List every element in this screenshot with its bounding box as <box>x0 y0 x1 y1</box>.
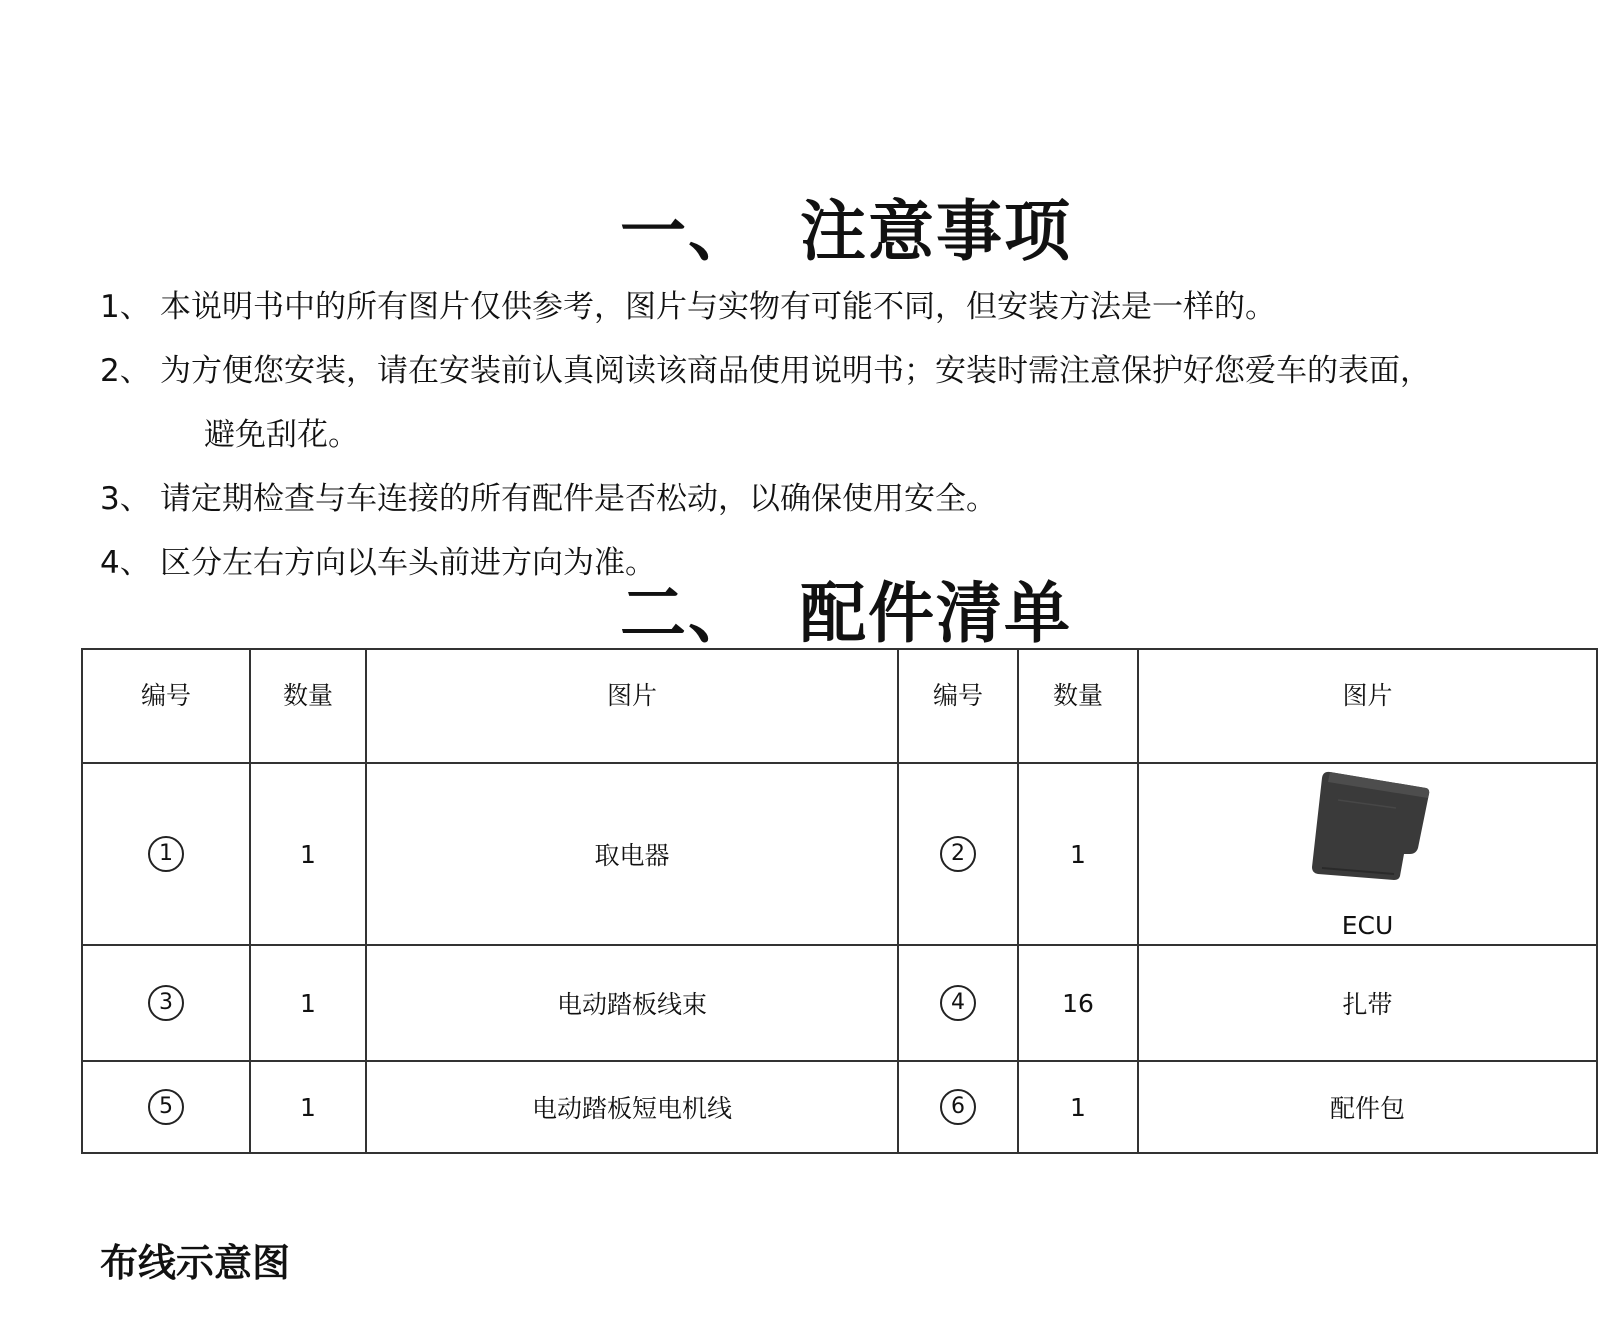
section-number: 一、 <box>620 193 756 270</box>
note-index: 3、 <box>100 481 151 517</box>
note-index: 2、 <box>100 353 151 389</box>
wiring-diagram-title: 布线示意图 <box>100 1241 291 1285</box>
parts-table <box>81 648 1598 1154</box>
quantity-cell: 1 <box>1018 1061 1138 1153</box>
quantity-cell: 1 <box>1018 763 1138 945</box>
note-index: 1、 <box>100 289 151 325</box>
item-number-cell <box>82 1061 250 1153</box>
header-picture: 图片 <box>366 649 898 763</box>
table-row <box>82 763 1597 945</box>
note-text: 本说明书中的所有图片仅供参考，图片与实物有可能不同，但安装方法是一样的。 <box>160 289 1276 325</box>
note-continuation: 避免刮花。 <box>204 417 359 453</box>
note-text: 请定期检查与车连接的所有配件是否松动，以确保使用安全。 <box>160 481 997 517</box>
section-title-parts <box>0 574 1600 654</box>
note-text: 区分左右方向以车头前进方向为准。 <box>160 545 656 581</box>
item-cell: 配件包 <box>1138 1061 1597 1153</box>
circled-number: 5 <box>148 1089 184 1125</box>
quantity-cell: 1 <box>250 763 366 945</box>
table-row <box>82 1061 1597 1153</box>
item-cell: 扎带 <box>1138 945 1597 1061</box>
item-number-cell <box>82 945 250 1061</box>
section-title-notes <box>0 192 1600 272</box>
note-item <box>100 339 1590 467</box>
header-number: 编号 <box>898 649 1018 763</box>
circled-number: 2 <box>940 836 976 872</box>
header-picture: 图片 <box>1138 649 1597 763</box>
item-cell: 电动踏板短电机线 <box>366 1061 898 1153</box>
ecu-label: ECU <box>1341 911 1394 940</box>
header-quantity: 数量 <box>250 649 366 763</box>
table-header-row <box>82 649 1597 763</box>
circled-number: 6 <box>940 1089 976 1125</box>
item-number-cell <box>898 1061 1018 1153</box>
section-heading: 注意事项 <box>800 193 1072 270</box>
item-number-cell <box>898 763 1018 945</box>
quantity-cell: 1 <box>250 1061 366 1153</box>
note-item <box>100 467 1590 531</box>
ecu-module-image <box>1308 770 1432 882</box>
item-number-cell <box>898 945 1018 1061</box>
quantity-cell: 16 <box>1018 945 1138 1061</box>
item-cell: 电动踏板线束 <box>366 945 898 1061</box>
header-quantity: 数量 <box>1018 649 1138 763</box>
section-number: 二、 <box>620 575 756 652</box>
header-number: 编号 <box>82 649 250 763</box>
circled-number: 4 <box>940 985 976 1021</box>
item-number-cell <box>82 763 250 945</box>
section-heading: 配件清单 <box>800 575 1072 652</box>
note-text: 为方便您安装，请在安装前认真阅读该商品使用说明书；安装时需注意保护好您爱车的表面， <box>160 353 1431 389</box>
note-item <box>100 275 1590 339</box>
item-cell <box>1138 763 1597 945</box>
notes-list <box>100 275 1590 595</box>
table-row <box>82 945 1597 1061</box>
circled-number: 3 <box>148 985 184 1021</box>
note-index: 4、 <box>100 545 151 581</box>
circled-number: 1 <box>148 836 184 872</box>
item-cell: 取电器 <box>366 763 898 945</box>
quantity-cell: 1 <box>250 945 366 1061</box>
